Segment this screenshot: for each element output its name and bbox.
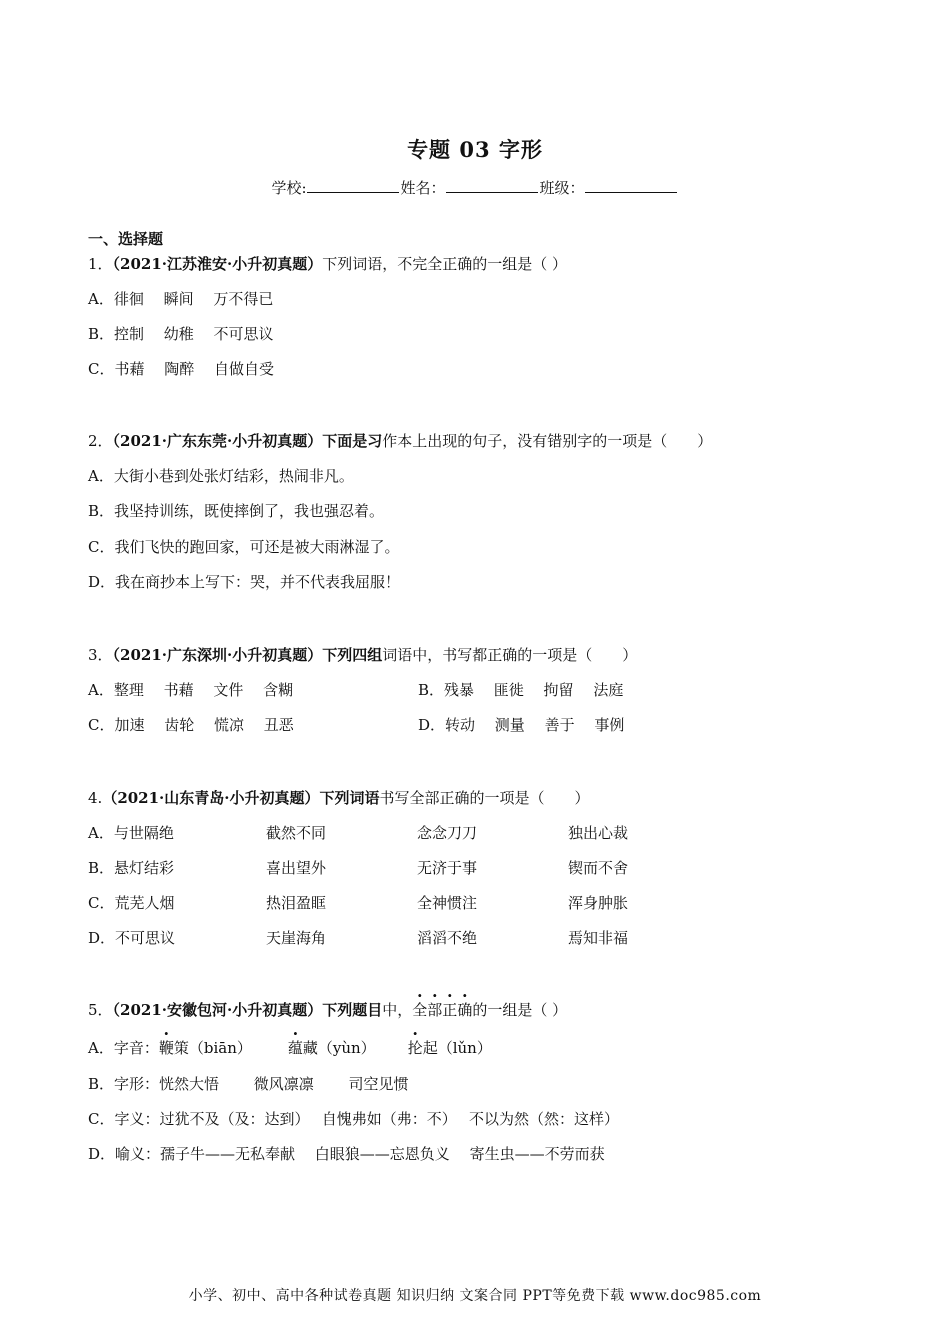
emphasis-char: 全 — [412, 1001, 428, 1019]
emphasis-char: 正 — [442, 1001, 458, 1019]
question-text: 作本上出现的句子，没有错别字的一项是（ ） — [382, 432, 713, 450]
question-number: 4. — [88, 789, 103, 807]
q4-option-b-1: B．悬灯结彩 — [88, 859, 175, 877]
q2-option-a: A．大街小巷到处张灯结彩，热闹非凡。 — [88, 467, 354, 485]
question-5-stem — [88, 999, 567, 1020]
name-label: 姓名： — [400, 179, 446, 197]
question-source: （2021·广东东莞·小升初真题）下面是习 — [112, 432, 383, 450]
q4-option-a-4: 独出心裁 — [568, 824, 629, 842]
question-4-stem — [88, 787, 590, 808]
page-footer: 小学、初中、高中各种试卷真题 知识归纳 文案合同 PPT等免费下载 www.doc985.com — [188, 1288, 762, 1304]
class-blank — [585, 178, 677, 193]
q4-option-d-2: 天崖海角 — [266, 929, 327, 947]
q3-option-d: D．转动 测量 善于 事例 — [418, 716, 625, 734]
question-number: 1． — [88, 255, 113, 273]
q4-option-a-3: 念念刀刀 — [417, 824, 478, 842]
option-word: 藏（yùn） — [302, 1039, 376, 1057]
question-text: 书写全部正确的一项是（ ） — [379, 789, 590, 807]
class-label: 班级： — [539, 179, 585, 197]
q4-option-d-4: 焉知非福 — [568, 929, 629, 947]
q4-option-c-4: 浑身肿胀 — [568, 894, 629, 912]
question-number: 2． — [88, 432, 113, 450]
question-number: 5． — [88, 1001, 113, 1019]
question-text: 词语中，书写都正确的一项是（ ） — [382, 646, 638, 664]
q4-option-c-1: C．荒芜人烟 — [88, 894, 175, 912]
emphasis-char: 抡 — [407, 1039, 423, 1057]
section-heading: 一、选择题 — [88, 230, 164, 248]
q4-option-b-3: 无济于事 — [417, 859, 478, 877]
option-word: 起（lǔn） — [422, 1039, 492, 1057]
question-text: 下列词语，不完全正确的一组是（ ） — [322, 255, 568, 273]
emphasis-char: 部 — [427, 1001, 443, 1019]
student-info-line — [0, 177, 950, 198]
q2-option-c: C．我们飞快的跑回家，可还是被大雨淋湿了。 — [88, 538, 400, 556]
q2-option-d: D．我在商抄本上写下：哭，并不代表我屈服！ — [88, 573, 401, 591]
q5-option-c: C．字义：过犹不及（及：达到） 自愧弗如（弗：不） 不以为然（然：这样） — [88, 1110, 620, 1128]
option-label: A．字音： — [88, 1039, 159, 1057]
question-number: 3． — [88, 646, 113, 664]
emphasis-char: 蕴 — [287, 1039, 303, 1057]
q4-option-a-1: A．与世隔绝 — [88, 824, 174, 842]
q4-option-d-1: D．不可思议 — [88, 929, 176, 947]
question-3-stem — [88, 644, 637, 665]
q3-option-c: C．加速 齿轮 慌凉 丑恶 — [88, 716, 294, 734]
question-source: （2021·山东青岛·小升初真题）下列词语 — [102, 789, 380, 807]
q5-option-d: D．喻义：孺子牛——无私奉献 白眼狼——忘恩负义 寄生虫——不劳而获 — [88, 1145, 605, 1163]
q4-option-c-2: 热泪盈眶 — [266, 894, 327, 912]
q3-option-a: A．整理 书藉 文件 含糊 — [88, 681, 294, 699]
question-source: （2021·安徽包河·小升初真题）下列题目 — [112, 1001, 383, 1019]
q4-option-d-3: 滔滔不绝 — [417, 929, 478, 947]
q5-option-a — [88, 1037, 492, 1058]
emphasis-char: 确 — [457, 1001, 473, 1019]
page-title: 专题 03 字形 — [407, 137, 543, 162]
q3-option-b: B．残暴 匪徙 拘留 法庭 — [418, 681, 624, 699]
q4-option-b-2: 喜出望外 — [266, 859, 327, 877]
q4-option-c-3: 全神惯注 — [417, 894, 478, 912]
name-blank — [446, 178, 538, 193]
q4-option-b-4: 锲而不舍 — [568, 859, 629, 877]
q1-option-c: C．书藉 陶醉 自做自受 — [88, 360, 275, 378]
question-text-pre: 中， — [382, 1001, 413, 1019]
question-source: （2021·广东深圳·小升初真题）下列四组 — [112, 646, 383, 664]
question-2-stem — [88, 430, 712, 451]
q1-option-b: B．控制 幼稚 不可思议 — [88, 325, 274, 343]
school-blank — [307, 178, 399, 193]
q1-option-a: A．徘徊 瞬间 万不得已 — [88, 290, 274, 308]
question-1-stem — [88, 253, 567, 274]
q4-option-a-2: 截然不同 — [266, 824, 327, 842]
q5-option-b: B．字形：恍然大悟 微风凛凛 司空见惯 — [88, 1075, 409, 1093]
option-word: 策（biān） — [173, 1039, 252, 1057]
emphasis-char: 鞭 — [158, 1039, 174, 1057]
school-label: 学校: — [271, 179, 307, 197]
q2-option-b: B．我坚持训练，既使摔倒了，我也强忍着。 — [88, 502, 385, 520]
question-text-post: 的一组是（ ） — [472, 1001, 568, 1019]
question-source: （2021·江苏淮安·小升初真题） — [112, 255, 323, 273]
